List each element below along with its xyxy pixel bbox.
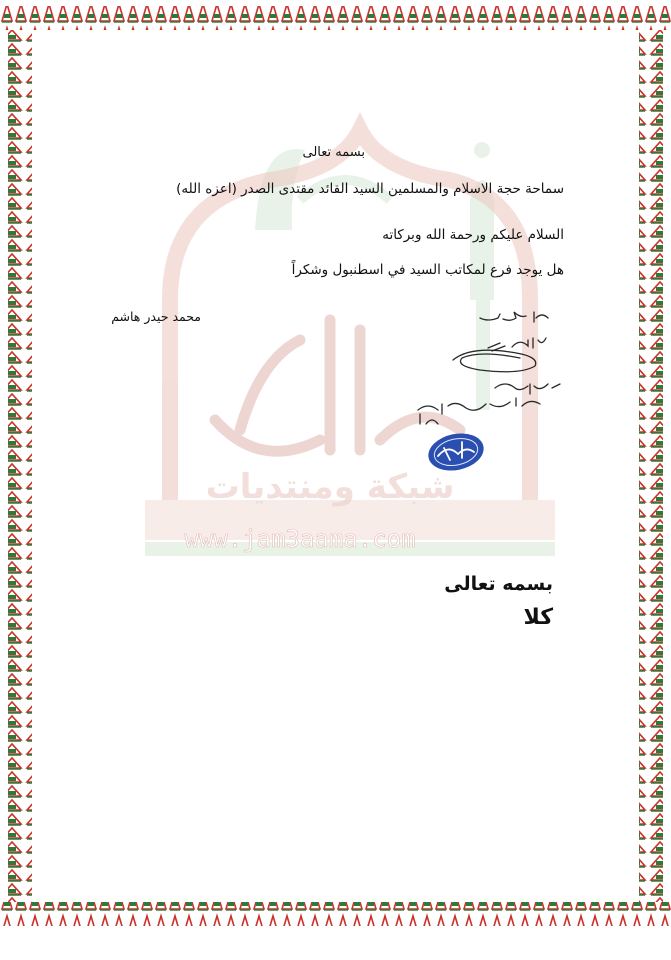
- letter-sender: محمد حيدر هاشم: [111, 309, 201, 324]
- letter-basmala: بسمه تعالى: [302, 145, 365, 160]
- seal-stamp: [425, 429, 487, 476]
- letter-address: سماحة حجة الاسلام والمسلمين السيد القائد مقتدى الصدر (اعزه الله): [176, 181, 564, 197]
- answer-text: كلا: [523, 605, 553, 630]
- signature-mark: [453, 350, 536, 372]
- letter-greeting: السلام عليكم ورحمة الله وبركاته: [382, 227, 564, 243]
- answer-heading: بسمه تعالى: [444, 573, 553, 595]
- date-label: ٢٢ شعبان المعظم ١٤٣٦: [0, 0, 10, 1]
- watermark-url: www.jam3aama.com: [184, 525, 416, 553]
- letter-question: هل يوجد فرع لمكاتب السيد في اسطنبول وشكراً: [291, 262, 564, 278]
- watermark-subtitle: شبكة ومنتديات: [205, 467, 455, 507]
